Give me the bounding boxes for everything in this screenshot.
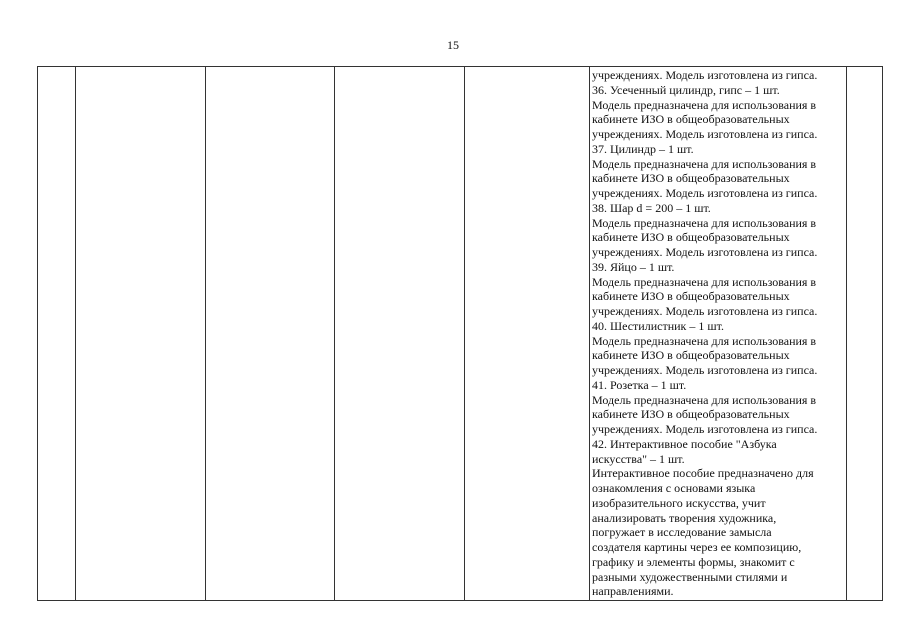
page-number: 15: [447, 38, 459, 52]
column-divider: [464, 67, 465, 600]
description-line: графику и элементы формы, знакомит с: [592, 554, 795, 569]
description-line: кабинете ИЗО в общеобразовательных: [592, 230, 790, 245]
description-line: 42. Интерактивное пособие "Азбука: [592, 436, 777, 451]
description-line: анализировать творения художника,: [592, 510, 777, 525]
description-line: кабинете ИЗО в общеобразовательных: [592, 407, 790, 422]
description-line: 36. Усеченный цилиндр, гипс – 1 шт.: [592, 82, 780, 97]
description-line: учреждениях. Модель изготовлена из гипса.: [592, 304, 818, 318]
description-line: учреждениях. Модель изготовлена из гипса.: [592, 422, 818, 436]
description-line: 38. Шар d = 200 – 1 шт.: [592, 200, 711, 215]
description-line: учреждениях. Модель изготовлена из гипса.: [592, 68, 818, 82]
description-line: направлениями.: [592, 584, 674, 599]
description-line: разными художественными стилями и: [592, 569, 788, 584]
table-frame: [37, 66, 883, 601]
description-line: учреждениях. Модель изготовлена из гипса.: [592, 186, 818, 200]
description-line: Модель предназначена для использования в: [592, 215, 817, 230]
column-divider: [334, 67, 335, 600]
description-line: Модель предназначена для использования в: [592, 97, 817, 112]
column-divider: [846, 67, 847, 600]
description-line: Модель предназначена для использования в: [592, 392, 817, 407]
description-line: искусства" – 1 шт.: [592, 451, 685, 466]
description-line: Интерактивное пособие предназначено для: [592, 466, 814, 481]
description-line: ознакомления с основами языка: [592, 481, 756, 495]
description-line: учреждениях. Модель изготовлена из гипса.: [592, 245, 818, 259]
description-line: 40. Шестилистник – 1 шт.: [592, 318, 724, 333]
description-line: 39. Яйцо – 1 шт.: [592, 259, 675, 274]
description-line: Модель предназначена для использования в: [592, 274, 817, 289]
description-line: 37. Цилиндр – 1 шт.: [592, 141, 694, 156]
description-line: учреждениях. Модель изготовлена из гипса.: [592, 363, 818, 377]
description-line: 41. Розетка – 1 шт.: [592, 377, 687, 392]
description-cell: [592, 68, 842, 599]
description-line: кабинете ИЗО в общеобразовательных: [592, 112, 790, 127]
description-line: кабинете ИЗО в общеобразовательных: [592, 289, 790, 304]
column-divider: [205, 67, 206, 600]
description-line: Модель предназначена для использования в: [592, 333, 817, 348]
column-divider: [589, 67, 590, 600]
description-line: погружает в исследование замысла: [592, 525, 772, 540]
description-line: изобразительного искусства, учит: [592, 495, 766, 510]
description-line: учреждениях. Модель изготовлена из гипса.: [592, 127, 818, 141]
column-divider: [75, 67, 76, 600]
description-line: кабинете ИЗО в общеобразовательных: [592, 348, 790, 363]
description-line: Модель предназначена для использования в: [592, 156, 817, 171]
description-line: создателя картины через ее композицию,: [592, 540, 802, 554]
description-line: кабинете ИЗО в общеобразовательных: [592, 171, 790, 186]
